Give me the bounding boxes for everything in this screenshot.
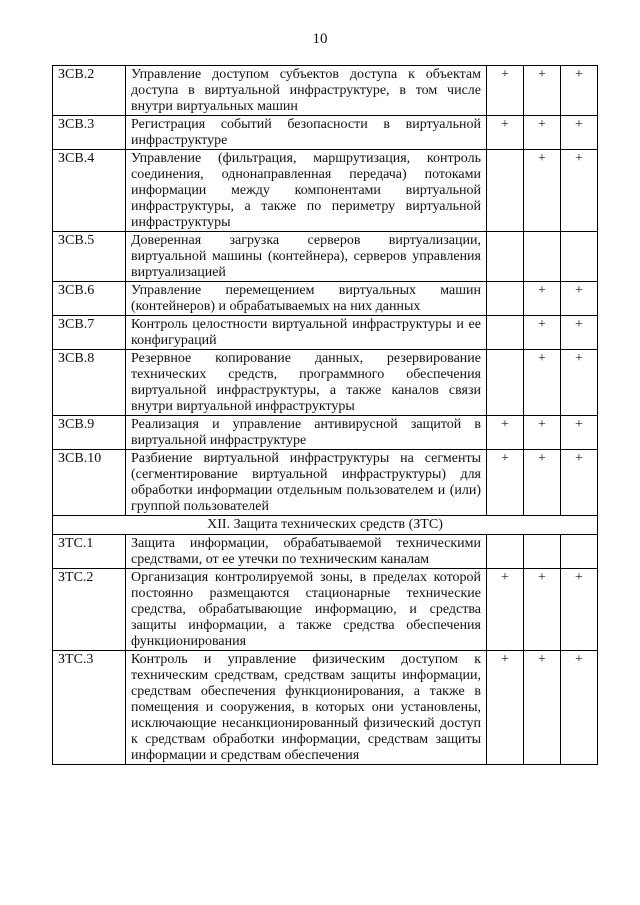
class-2-mark (524, 535, 561, 569)
class-2-mark (524, 232, 561, 282)
class-2-mark: + (524, 350, 561, 416)
measure-description: Управление перемещением виртуальных машин (контейнеров) и обрабатываемых на них данных (126, 282, 487, 316)
class-1-mark (487, 316, 524, 350)
measure-code: ЗТС.2 (53, 569, 126, 651)
class-3-mark: + (561, 651, 598, 765)
security-measures-table (52, 65, 598, 765)
table-row (53, 416, 598, 450)
class-3-mark: + (561, 282, 598, 316)
measure-description: Управление доступом субъектов доступа к объектам доступа в виртуальной инфраструктуре, в том числе внутри виртуальных машин (126, 66, 487, 116)
table-row (53, 150, 598, 232)
section-title: XII. Защита технических средств (ЗТС) (53, 516, 598, 535)
class-3-mark: + (561, 116, 598, 150)
class-1-mark (487, 282, 524, 316)
class-1-mark: + (487, 116, 524, 150)
class-1-mark (487, 232, 524, 282)
class-3-mark (561, 535, 598, 569)
class-2-mark: + (524, 150, 561, 232)
measure-code: ЗТС.3 (53, 651, 126, 765)
class-1-mark (487, 150, 524, 232)
measure-code: ЗСВ.6 (53, 282, 126, 316)
class-1-mark (487, 535, 524, 569)
measure-description: Контроль целостности виртуальной инфраструктуры и ее конфигураций (126, 316, 487, 350)
class-2-mark: + (524, 316, 561, 350)
measure-code: ЗСВ.3 (53, 116, 126, 150)
class-3-mark: + (561, 150, 598, 232)
class-2-mark: + (524, 416, 561, 450)
class-3-mark: + (561, 316, 598, 350)
table-row (53, 316, 598, 350)
measure-description: Доверенная загрузка серверов виртуализации, виртуальной машины (контейнера), серверов управления виртуализацией (126, 232, 487, 282)
measure-description: Реализация и управление антивирусной защитой в виртуальной инфраструктуре (126, 416, 487, 450)
class-3-mark (561, 232, 598, 282)
table-row (53, 282, 598, 316)
measure-description: Управление (фильтрация, маршрутизация, контроль соединения, однонаправленная передача) потоками информации между компонентами виртуальной инфраструктуры, а также по периметру виртуальной инфраструктуры (126, 150, 487, 232)
class-2-mark: + (524, 569, 561, 651)
class-3-mark: + (561, 450, 598, 516)
measure-description: Разбиение виртуальной инфраструктуры на сегменты (сегментирование виртуальной инфраструктуры) для обработки информации отдельным пользователем и (или) группой пользователей (126, 450, 487, 516)
class-1-mark: + (487, 416, 524, 450)
measure-description: Защита информации, обрабатываемой техническими средствами, от ее утечки по техническим каналам (126, 535, 487, 569)
class-3-mark: + (561, 350, 598, 416)
section-header-row (53, 516, 598, 535)
class-3-mark: + (561, 416, 598, 450)
measure-description: Организация контролируемой зоны, в пределах которой постоянно размещаются стационарные технические средства, обрабатывающие информацию, и средства защиты информации, а также средства обеспечения функционирования (126, 569, 487, 651)
page-number: 10 (312, 31, 328, 47)
class-2-mark: + (524, 282, 561, 316)
table-row (53, 350, 598, 416)
measure-code: ЗСВ.5 (53, 232, 126, 282)
class-1-mark: + (487, 569, 524, 651)
class-2-mark: + (524, 450, 561, 516)
class-1-mark: + (487, 651, 524, 765)
table-row (53, 450, 598, 516)
measure-code: ЗТС.1 (53, 535, 126, 569)
class-1-mark: + (487, 66, 524, 116)
table-body (53, 66, 598, 765)
class-1-mark: + (487, 450, 524, 516)
measure-code: ЗСВ.2 (53, 66, 126, 116)
class-2-mark: + (524, 651, 561, 765)
measure-description: Контроль и управление физическим доступом к техническим средствам, средствам защиты информации, средствам обеспечения функционирования, а также в помещения и сооружения, в которых они установлены, исключающие несанкционированный физический доступ к средствам обработки информации, средствам защиты информации и средствам обеспечения (126, 651, 487, 765)
class-2-mark: + (524, 116, 561, 150)
class-2-mark: + (524, 66, 561, 116)
measure-code: ЗСВ.4 (53, 150, 126, 232)
table-row (53, 651, 598, 765)
table-row (53, 569, 598, 651)
table-row (53, 116, 598, 150)
measure-description: Регистрация событий безопасности в виртуальной инфраструктуре (126, 116, 487, 150)
measure-code: ЗСВ.9 (53, 416, 126, 450)
class-1-mark (487, 350, 524, 416)
table-row (53, 66, 598, 116)
measure-description: Резервное копирование данных, резервирование технических средств, программного обеспечения виртуальной инфраструктуры, а также каналов связи внутри виртуальной инфраструктуры (126, 350, 487, 416)
table-row (53, 232, 598, 282)
measure-code: ЗСВ.8 (53, 350, 126, 416)
class-3-mark: + (561, 569, 598, 651)
class-3-mark: + (561, 66, 598, 116)
measure-code: ЗСВ.10 (53, 450, 126, 516)
measure-code: ЗСВ.7 (53, 316, 126, 350)
table-row (53, 535, 598, 569)
